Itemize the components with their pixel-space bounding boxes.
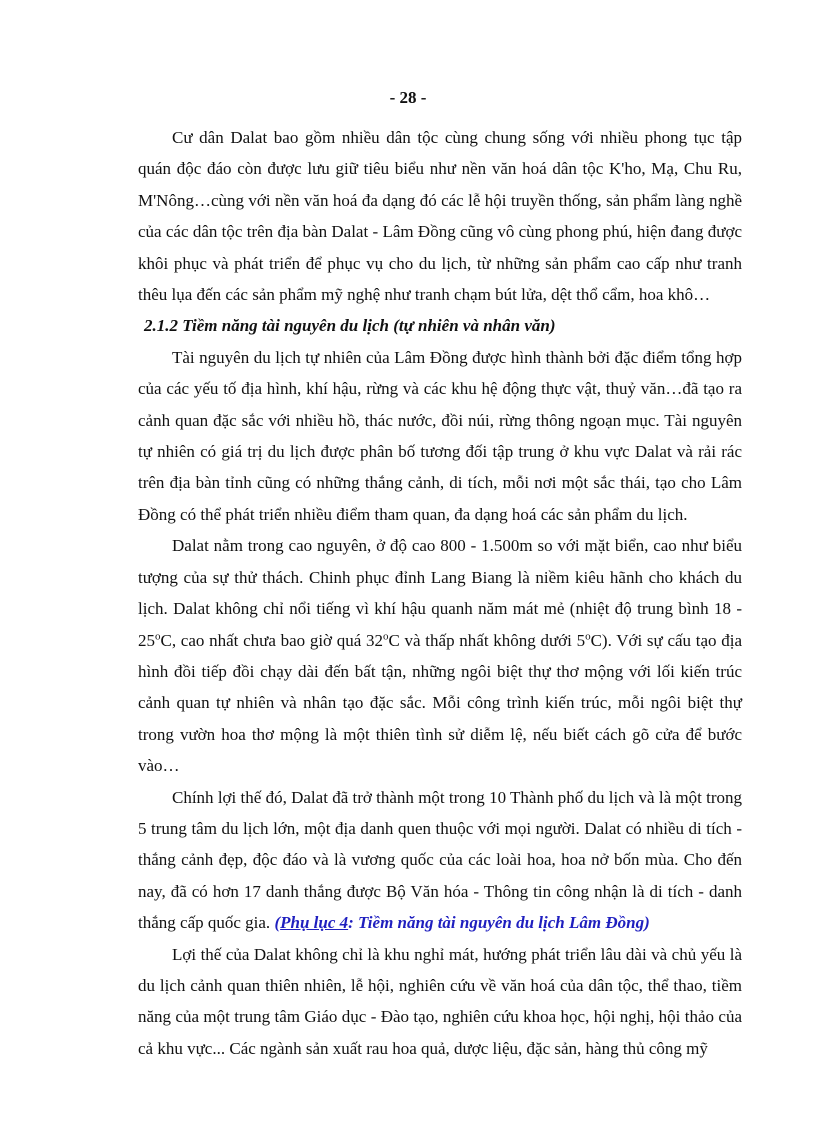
text-segment: Chính lợi thế đó, Dalat đã trở thành một trong 10 Thành phố du lịch và là một trong 5 trung tâm du lịch lớn, một địa danh quen thuộc với mọi người. Dalat có nhiều di tích - thắng cảnh đẹp, độc đáo và là vương quốc của các loài hoa, hoa nở bốn mùa. Cho đến nay, đã có hơn 17 danh thắng được Bộ Văn hóa - Thông tin công nhận là di tích - danh thắng cấp quốc gia. xyxy=(138,787,742,933)
paragraph-dalat-climate xyxy=(138,530,742,781)
appendix-reference xyxy=(274,913,649,932)
degree-symbol: o xyxy=(155,629,161,642)
appendix-4-link[interactable]: Phụ lục 4 xyxy=(280,913,349,933)
paragraph-ethnic-culture: Cư dân Dalat bao gồm nhiều dân tộc cùng chung sống với nhiều phong tục tập quán độc đáo còn được lưu giữ tiêu biểu như nền văn hoá dân tộc K'ho, Mạ, Chu Ru, M'Nông…cùng với nền văn hoá đa dạng đó các lễ hội truyền thống, sản phẩm làng nghề của các dân tộc trên địa bàn Dalat - Lâm Đồng cũng vô cùng phong phú, hiện đang được khôi phục và phát triển để phục vụ cho du lịch, từ những sản phẩm cao cấp như tranh thêu lụa đến các sản phẩm mỹ nghệ như tranh chạm bút lửa, dệt thổ cẩm, hoa khô… xyxy=(138,128,742,305)
degree-symbol: o xyxy=(585,629,591,642)
text-segment: C). Với sự cấu tạo địa hình đồi tiếp đồi chạy dài đến bất tận, những ngôi biệt thự thơ mộng với lối kiến trúc cảnh quan tự nhiên và nhân tạo đặc sắc. Mỗi công trình kiến trúc, mỗi ngôi biệt thự trong vườn hoa thơ mộng là một thiên tình sử diễm lệ, nếu biết cách gõ cửa để bước vào… xyxy=(138,630,742,776)
degree-symbol: o xyxy=(383,629,389,642)
paragraph-dalat-development: Lợi thế của Dalat không chỉ là khu nghỉ mát, hướng phát triển lâu dài và chủ yếu là du lịch cảnh quan thiên nhiên, lễ hội, nghiên cứu về văn hoá của dân tộc, thể thao, tiềm năng của một trung tâm Giáo dục - Đào tạo, nghiên cứu khoa học, hội nghị, hội thảo của cả khu vực... Các ngành sản xuất rau hoa quả, dược liệu, đặc sản, hàng thủ công mỹ xyxy=(138,944,742,1058)
reference-open-paren: ( xyxy=(274,913,281,933)
text-segment: C, cao nhất chưa bao giờ quá 32 xyxy=(160,630,383,650)
page-number: - 28 - xyxy=(389,88,427,107)
section-heading-2-1-2: 2.1.2 Tiềm năng tài nguyên du lịch (tự nhiên và nhân văn) xyxy=(144,316,556,336)
text-segment: C và thấp nhất không dưới 5 xyxy=(388,630,586,650)
paragraph-dalat-advantage xyxy=(138,782,742,939)
text-segment: Dalat nằm trong cao nguyên, ở độ cao 800 - 1.500m so với mặt biển, cao như biểu tượng của sự thử thách. Chinh phục đỉnh Lang Biang là niềm kiêu hãnh cho khách du lịch. Dalat không chỉ nổi tiếng vì khí hậu quanh năm mát mẻ (nhiệt độ trung bình 18 - 25 xyxy=(138,536,742,650)
reference-title: : Tiềm năng tài nguyên du lịch Lâm Đồng) xyxy=(348,913,650,933)
paragraph-natural-resources: Tài nguyên du lịch tự nhiên của Lâm Đồng được hình thành bởi đặc điểm tổng hợp của các yếu tố địa hình, khí hậu, rừng và các khu hệ động thực vật, thuỷ văn…đã tạo ra cảnh quan đặc sắc với nhiều hồ, thác nước, đồi núi, rừng thông ngoạn mục. Tài nguyên tự nhiên có giá trị du lịch được phân bố tương đối tập trung ở khu vực Dalat và rải rác trên địa bàn tỉnh cũng có những thắng cảnh, di tích, mỗi nơi một sắc thái, tạo cho Lâm Đồng có thể phát triển nhiều điểm tham quan, đa dạng hoá các sản phẩm du lịch. xyxy=(138,347,742,524)
document-body xyxy=(138,122,742,1064)
